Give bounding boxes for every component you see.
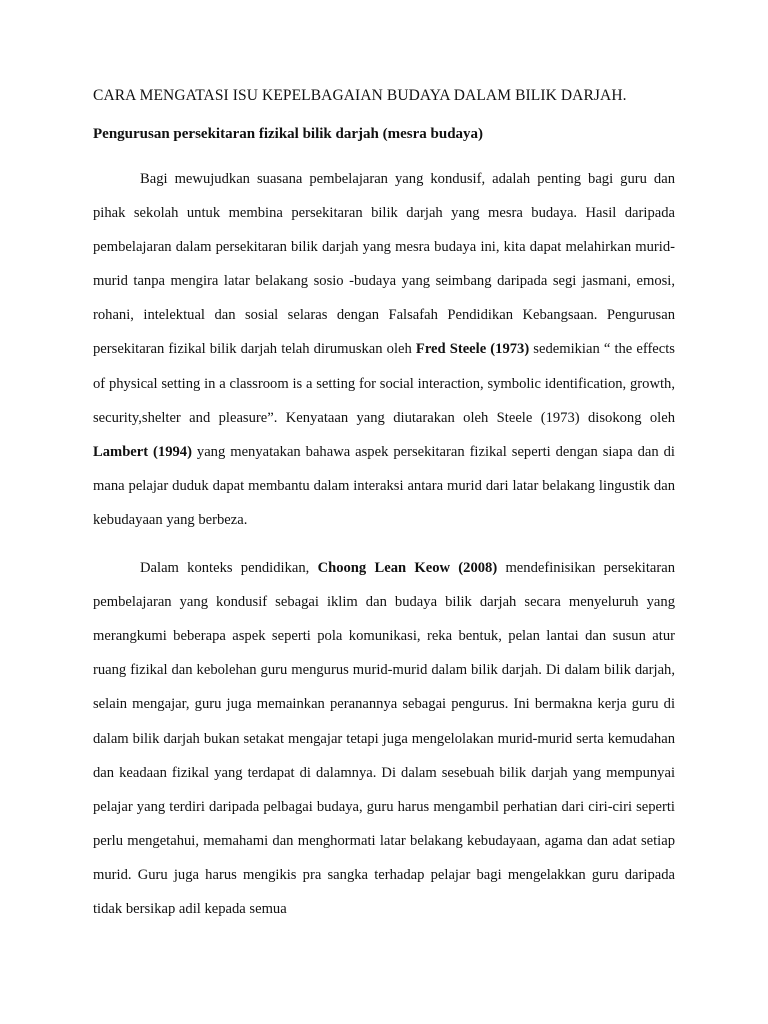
document-title: CARA MENGATASI ISU KEPELBAGAIAN BUDAYA DALAM BILIK DARJAH. bbox=[93, 87, 627, 104]
paragraph-1-text-c: yang menyatakan bahawa aspek persekitaran fizikal seperti dengan siapa dan di mana pelajar duduk dapat membantu dalam interaksi antara murid dari latar belakang lingustik dan kebudayaan yang berbeza. bbox=[93, 443, 675, 528]
paragraph-2-text-a: Dalam konteks pendidikan, bbox=[140, 560, 318, 577]
citation-lambert: Lambert (1994) bbox=[93, 443, 192, 460]
citation-choong-lean-keow: Choong Lean Keow (2008) bbox=[317, 560, 498, 577]
paragraph-1 bbox=[93, 162, 675, 537]
section-heading: Pengurusan persekitaran fizikal bilik darjah (mesra budaya) bbox=[93, 126, 484, 142]
paragraph-2-text-b: mendefinisikan persekitaran pembelajaran yang kondusif sebagai iklim dan budaya bilik darjah secara menyeluruh yang merangkumi beberapa aspek seperti pola komunikasi, reka bentuk, pelan lantai dan susun atur ruang fizikal dan kebolehan guru mengurus murid-murid dalam bilik darjah. Di dalam bilik darjah, selain mengajar, guru juga memainkan peranannya sebagai pengurus. Ini bermakna kerja guru di dalam bilik darjah bukan setakat mengajar tetapi juga mengelolakan murid-murid serta kemudahan dan keadaan fizikal yang terdapat di dalamnya. Di dalam sesebuah bilik darjah yang mempunyai pelajar yang terdiri daripada pelbagai budaya, guru harus mengambil perhatian dari ciri-ciri seperti perlu mengetahui, memahami dan menghormati latar belakang kebudayaan, agama dan adat setiap murid. Guru juga harus mengikis pra sangka terhadap pelajar bagi mengelakkan guru daripada tidak bersikap adil kepada semua bbox=[93, 560, 675, 917]
paragraph-1-text-a: Bagi mewujudkan suasana pembelajaran yang kondusif, adalah penting bagi guru dan pihak sekolah untuk membina persekitaran bilik darjah yang mesra budaya. Hasil daripada pembelajaran dalam persekitaran bilik darjah yang mesra budaya ini, kita dapat melahirkan murid-murid tanpa mengira latar belakang sosio -budaya yang seimbang daripada segi jasmani, emosi, rohani, intelektual dan sosial selaras dengan Falsafah Pendidikan Kebangsaan. Pengurusan persekitaran fizikal bilik darjah telah dirumuskan oleh bbox=[93, 171, 675, 358]
paragraph-1-text-b: sedemikian “ the effects of physical setting in a classroom is a setting for social interaction, symbolic identification, growth, security,shelter and pleasure”. Kenyataan yang diutarakan oleh Steele (1973) disokong oleh bbox=[93, 341, 675, 426]
document-body bbox=[93, 84, 675, 926]
citation-fred-steele: Fred Steele (1973) bbox=[415, 341, 530, 358]
paragraph-2 bbox=[93, 551, 675, 926]
